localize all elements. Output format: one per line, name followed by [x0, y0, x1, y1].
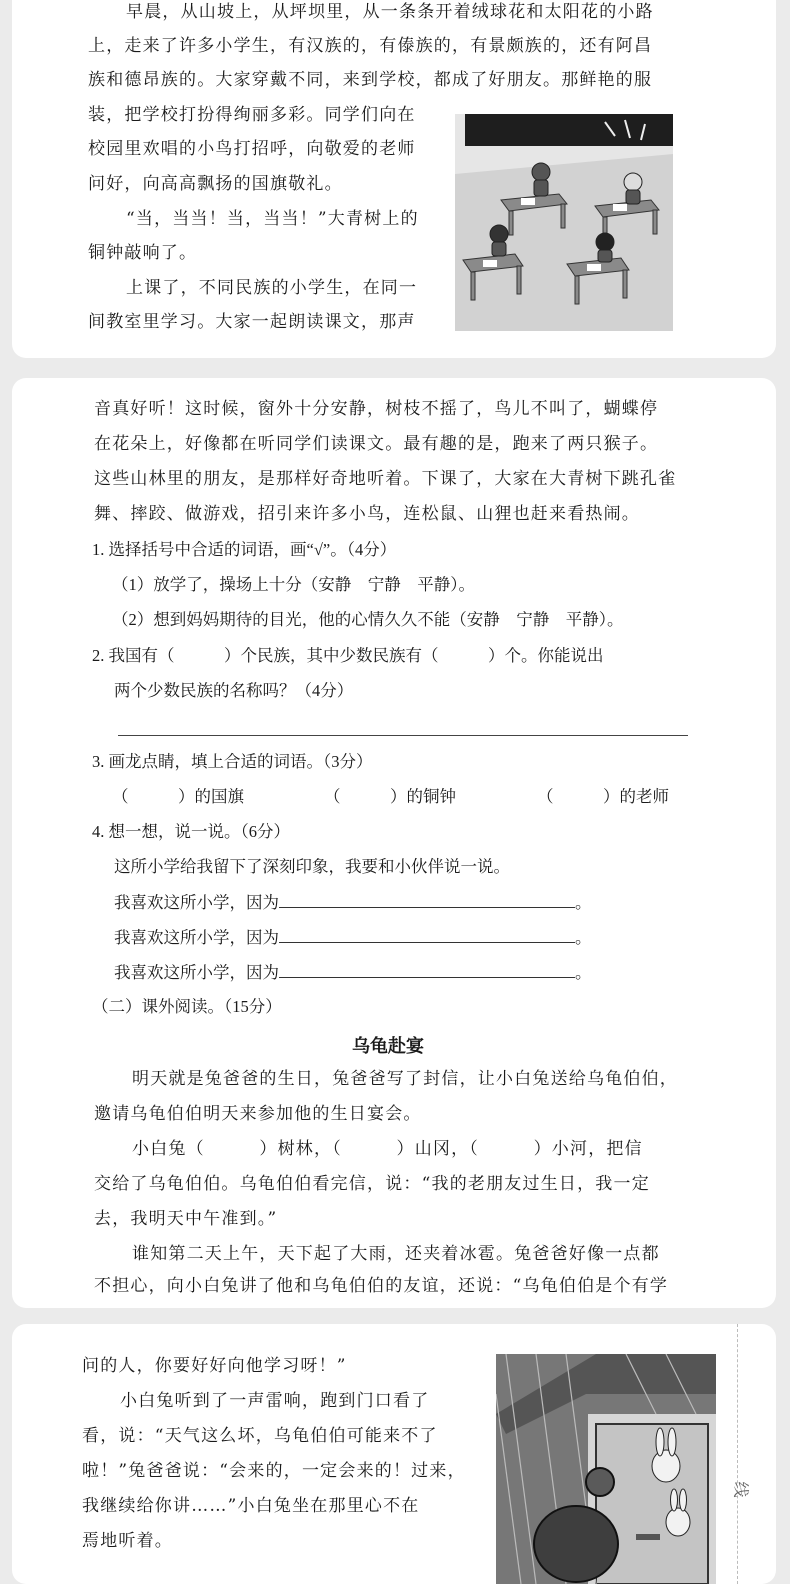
answer-prompt: 我喜欢这所小学，因为: [114, 893, 279, 912]
answer-blank[interactable]: [279, 961, 575, 978]
binding-mark: 线: [731, 1481, 751, 1498]
answer-prompt: 我喜欢这所小学，因为: [114, 928, 279, 947]
text-line: 啦！”兔爸爸说：“会来的，一定会来的！过来，: [82, 1461, 466, 1481]
answer-prompt: 我喜欢这所小学，因为: [114, 963, 279, 982]
text-line: 音真好听！这时候，窗外十分安静，树枝不摇了，鸟儿不叫了，蝴蝶停: [94, 399, 659, 419]
question-2-line-2: 两个少数民族的名称吗？（4分）: [114, 681, 354, 700]
answer-blank[interactable]: [279, 926, 575, 943]
text-line: 族和德昂族的。大家穿戴不同，来到学校，都成了好朋友。那鲜艳的服: [88, 70, 653, 90]
question-4-stem: 4. 想一想，说一说。（6分）: [92, 822, 290, 841]
story-line: 去，我明天中午准到。”: [94, 1209, 278, 1229]
question-3-blank-2[interactable]: （ ）的铜钟: [324, 787, 456, 806]
question-3-stem: 3. 画龙点睛，填上合适的词语。（3分）: [92, 752, 373, 771]
answer-line[interactable]: [118, 735, 688, 736]
page-card-2: [12, 378, 776, 1308]
question-4-answer-row: [114, 891, 592, 914]
question-2-line-1: 2. 我国有（ ）个民族，其中少数民族有（ ）个。你能说出: [92, 646, 604, 665]
classroom-illustration: [455, 114, 673, 331]
story-title: 乌龟赴宴: [352, 1036, 424, 1057]
question-1-item-1: （1）放学了，操场上十分（安静 宁静 平静）。: [112, 575, 475, 594]
story-line: 不担心，向小白兔讲了他和乌龟伯伯的友谊，还说：“乌龟伯伯是个有学: [94, 1276, 669, 1296]
answer-blank[interactable]: [279, 891, 575, 908]
question-1-stem: 1. 选择括号中合适的词语，画“√”。（4分）: [92, 540, 397, 559]
text-line: 上课了，不同民族的小学生，在同一: [126, 278, 418, 298]
text-line: 我继续给你讲……”小白兔坐在那里心不在: [82, 1496, 420, 1516]
story-line: 交给了乌龟伯伯。乌龟伯伯看完信，说：“我的老朋友过生日，我一定: [94, 1174, 650, 1194]
text-line: 小白兔听到了一声雷响，跑到门口看了: [120, 1391, 430, 1411]
text-line: 问好，向高高飘扬的国旗敬礼。: [88, 174, 343, 194]
story-line: 邀请乌龟伯伯明天来参加他的生日宴会。: [94, 1104, 422, 1124]
text-line: 这些山林里的朋友，是那样好奇地听着。下课了，大家在大青树下跳孔雀: [94, 469, 677, 489]
page-card-1: [12, 0, 776, 358]
text-line: “当，当当！当，当当！”大青树上的: [126, 209, 419, 229]
question-3-blank-3[interactable]: （ ）的老师: [537, 787, 669, 806]
question-1-item-2: （2）想到妈妈期待的目光，他的心情久久不能（安静 宁静 平静）。: [112, 610, 624, 629]
text-line: 舞、摔跤、做游戏，招引来许多小鸟，连松鼠、山狸也赶来看热闹。: [94, 504, 640, 524]
text-line: 间教室里学习。大家一起朗读课文，那声: [88, 312, 416, 332]
rainy-door-illustration: [496, 1354, 716, 1584]
story-line: 明天就是兔爸爸的生日，兔爸爸写了封信，让小白兔送给乌龟伯伯，: [132, 1069, 678, 1089]
text-line: 看，说：“天气这么坏，乌龟伯伯可能来不了: [82, 1426, 438, 1446]
section-heading: （二）课外阅读。（15分）: [92, 997, 282, 1016]
text-line: 早晨，从山坡上，从坪坝里，从一条条开着绒球花和太阳花的小路: [126, 2, 654, 22]
binding-line: [737, 1324, 738, 1584]
text-line: 问的人，你要好好向他学习呀！”: [82, 1356, 347, 1376]
story-line: 小白兔（ ）树林，（ ）山冈，（ ）小河，把信: [132, 1139, 643, 1159]
text-line: 上，走来了许多小学生，有汉族的，有傣族的，有景颇族的，还有阿昌: [88, 36, 653, 56]
page-card-3: [12, 1324, 776, 1584]
question-4-answer-row: [114, 961, 592, 984]
text-line: 在花朵上，好像都在听同学们读课文。最有趣的是，跑来了两只猴子。: [94, 434, 659, 454]
text-line: 焉地听着。: [82, 1531, 173, 1551]
answer-end: 。: [575, 963, 592, 982]
question-3-blank-1[interactable]: （ ）的国旗: [112, 787, 244, 806]
question-4-intro: 这所小学给我留下了深刻印象，我要和小伙伴说一说。: [114, 857, 510, 876]
text-line: 铜钟敲响了。: [88, 243, 198, 263]
text-line: 装，把学校打扮得绚丽多彩。同学们向在: [88, 105, 416, 125]
answer-end: 。: [575, 893, 592, 912]
answer-end: 。: [575, 928, 592, 947]
question-4-answer-row: [114, 926, 592, 949]
text-line: 校园里欢唱的小鸟打招呼，向敬爱的老师: [88, 139, 416, 159]
story-line: 谁知第二天上午，天下起了大雨，还夹着冰雹。兔爸爸好像一点都: [132, 1244, 660, 1264]
